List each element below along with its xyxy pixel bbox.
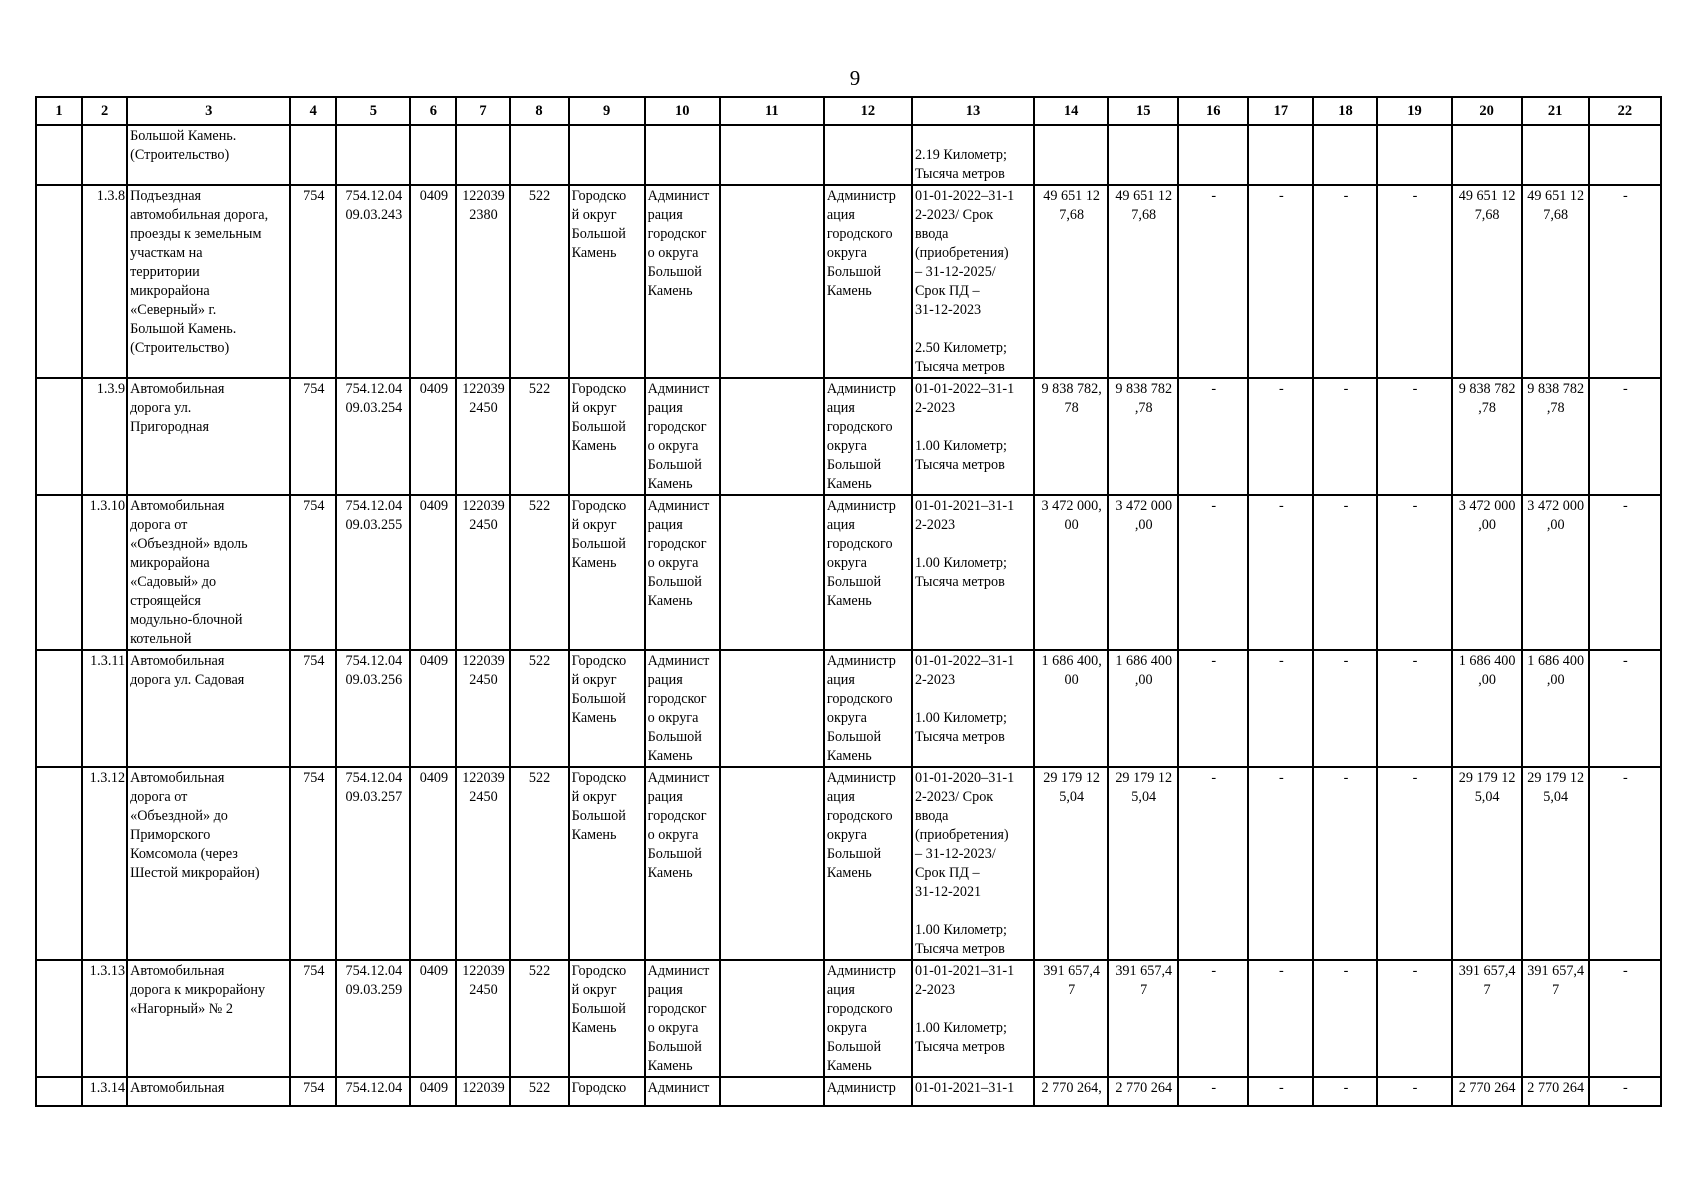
table-cell-col-10 <box>645 125 720 185</box>
table-cell-col-12: Администр ация городского округа Большой Камень <box>824 960 912 1077</box>
table-cell-col-18: - <box>1313 960 1377 1077</box>
table-cell-col-17: - <box>1248 1077 1313 1106</box>
table-cell-col-16: - <box>1178 1077 1248 1106</box>
table-cell-col-15: 1 686 400 ,00 <box>1108 650 1178 767</box>
table-cell-col-4: 754 <box>290 960 336 1077</box>
table-cell-col-20: 29 179 12 5,04 <box>1452 767 1522 960</box>
table-cell-col-19: - <box>1377 650 1451 767</box>
column-header-8: 8 <box>510 97 569 125</box>
table-cell-col-1 <box>36 495 82 650</box>
table-cell-col-9: Городско й округ Большой Камень <box>569 767 645 960</box>
budget-table <box>35 96 1662 1107</box>
column-header-11: 11 <box>720 97 824 125</box>
table-cell-col-7: 122039 2450 <box>456 767 509 960</box>
table-cell-col-20: 3 472 000 ,00 <box>1452 495 1522 650</box>
table-cell-col-18: - <box>1313 1077 1377 1106</box>
table-cell-col-4: 754 <box>290 1077 336 1106</box>
table-cell-col-4: 754 <box>290 378 336 495</box>
table-cell-col-6 <box>410 125 456 185</box>
column-header-15: 15 <box>1108 97 1178 125</box>
table-cell-col-10: Админист рация городског о округа Большой Камень <box>645 185 720 378</box>
table-cell-col-3: Автомобильная дорога ул. Пригородная <box>127 378 290 495</box>
table-cell-col-13: 2.19 Километр; Тысяча метров <box>912 125 1034 185</box>
column-header-17: 17 <box>1248 97 1313 125</box>
table-cell-col-3: Автомобильная <box>127 1077 290 1106</box>
table-cell-col-12: Администр ация городского округа Большой Камень <box>824 767 912 960</box>
table-row <box>36 767 1661 960</box>
table-cell-col-15: 391 657,4 7 <box>1108 960 1178 1077</box>
table-cell-col-11 <box>720 495 824 650</box>
table-cell-col-18: - <box>1313 495 1377 650</box>
table-cell-col-20: 391 657,4 7 <box>1452 960 1522 1077</box>
table-cell-col-5 <box>336 125 410 185</box>
table-cell-col-7: 122039 2450 <box>456 378 509 495</box>
column-header-7: 7 <box>456 97 509 125</box>
table-cell-col-5: 754.12.04 09.03.257 <box>336 767 410 960</box>
table-cell-col-11 <box>720 960 824 1077</box>
table-cell-col-8: 522 <box>510 1077 569 1106</box>
table-cell-col-22: - <box>1589 185 1661 378</box>
table-cell-col-7: 122039 2450 <box>456 650 509 767</box>
table-cell-col-16 <box>1178 125 1248 185</box>
table-cell-col-20: 49 651 12 7,68 <box>1452 185 1522 378</box>
table-cell-col-13: 01-01-2022–31-1 2-2023/ Срок ввода (приобретения) – 31-12-2025/ Срок ПД – 31-12-2023 2.50 Километр; Тысяча метров <box>912 185 1034 378</box>
table-cell-col-8: 522 <box>510 495 569 650</box>
table-cell-col-3: Большой Камень. (Строительство) <box>127 125 290 185</box>
table-cell-col-16: - <box>1178 960 1248 1077</box>
table-cell-col-11 <box>720 767 824 960</box>
table-cell-col-4: 754 <box>290 767 336 960</box>
table-cell-col-15: 2 770 264 <box>1108 1077 1178 1106</box>
page-number: 9 <box>849 66 861 90</box>
table-cell-col-6: 0409 <box>410 185 456 378</box>
table-cell-col-1 <box>36 650 82 767</box>
table-cell-col-6: 0409 <box>410 650 456 767</box>
table-cell-col-22: - <box>1589 767 1661 960</box>
table-cell-col-8: 522 <box>510 378 569 495</box>
column-header-4: 4 <box>290 97 336 125</box>
table-cell-col-20 <box>1452 125 1522 185</box>
table-cell-col-10: Админист рация городског о округа Большой Камень <box>645 650 720 767</box>
table-cell-col-2: 1.3.13 <box>82 960 127 1077</box>
table-row <box>36 960 1661 1077</box>
table-cell-col-19: - <box>1377 767 1451 960</box>
table-cell-col-20: 1 686 400 ,00 <box>1452 650 1522 767</box>
table-cell-col-8: 522 <box>510 185 569 378</box>
table-cell-col-12: Администр ация городского округа Большой Камень <box>824 378 912 495</box>
table-cell-col-5: 754.12.04 <box>336 1077 410 1106</box>
table-cell-col-6: 0409 <box>410 495 456 650</box>
table-cell-col-11 <box>720 1077 824 1106</box>
table-cell-col-14: 1 686 400, 00 <box>1034 650 1108 767</box>
table-cell-col-11 <box>720 378 824 495</box>
table-cell-col-15: 49 651 12 7,68 <box>1108 185 1178 378</box>
table-cell-col-10: Админист рация городског о округа Большой Камень <box>645 767 720 960</box>
table-cell-col-22: - <box>1589 960 1661 1077</box>
table-cell-col-18 <box>1313 125 1377 185</box>
table-cell-col-8: 522 <box>510 767 569 960</box>
table-cell-col-3: Автомобильная дорога от «Объездной» вдоль микрорайона «Садовый» до строящейся модульно-блочной котельной <box>127 495 290 650</box>
table-cell-col-4: 754 <box>290 650 336 767</box>
table-cell-col-18: - <box>1313 378 1377 495</box>
table-cell-col-17: - <box>1248 495 1313 650</box>
column-header-22: 22 <box>1589 97 1661 125</box>
table-cell-col-12: Администр ация городского округа Большой Камень <box>824 495 912 650</box>
table-cell-col-21: 9 838 782 ,78 <box>1522 378 1589 495</box>
column-header-1: 1 <box>36 97 82 125</box>
table-cell-col-18: - <box>1313 767 1377 960</box>
table-cell-col-8: 522 <box>510 650 569 767</box>
table-cell-col-13: 01-01-2020–31-1 2-2023/ Срок ввода (приобретения) – 31-12-2023/ Срок ПД – 31-12-2021 1.00 Километр; Тысяча метров <box>912 767 1034 960</box>
table-cell-col-17: - <box>1248 185 1313 378</box>
table-cell-col-14 <box>1034 125 1108 185</box>
table-cell-col-5: 754.12.04 09.03.259 <box>336 960 410 1077</box>
table-cell-col-13: 01-01-2022–31-1 2-2023 1.00 Километр; Тысяча метров <box>912 650 1034 767</box>
table-cell-col-20: 2 770 264 <box>1452 1077 1522 1106</box>
column-header-9: 9 <box>569 97 645 125</box>
table-row <box>36 185 1661 378</box>
table-cell-col-6: 0409 <box>410 960 456 1077</box>
table-cell-col-19: - <box>1377 960 1451 1077</box>
table-cell-col-9: Городско й округ Большой Камень <box>569 960 645 1077</box>
table-cell-col-10: Админист рация городског о округа Большой Камень <box>645 378 720 495</box>
table-cell-col-16: - <box>1178 378 1248 495</box>
table-cell-col-5: 754.12.04 09.03.254 <box>336 378 410 495</box>
table-cell-col-17 <box>1248 125 1313 185</box>
table-cell-col-10: Админист рация городског о округа Большой Камень <box>645 495 720 650</box>
table-row <box>36 125 1661 185</box>
column-header-13: 13 <box>912 97 1034 125</box>
table-cell-col-16: - <box>1178 650 1248 767</box>
table-cell-col-22: - <box>1589 650 1661 767</box>
table-cell-col-15: 3 472 000 ,00 <box>1108 495 1178 650</box>
table-cell-col-4: 754 <box>290 185 336 378</box>
column-header-18: 18 <box>1313 97 1377 125</box>
table-cell-col-17: - <box>1248 767 1313 960</box>
table-cell-col-19: - <box>1377 1077 1451 1106</box>
table-cell-col-19 <box>1377 125 1451 185</box>
table-cell-col-2: 1.3.11 <box>82 650 127 767</box>
table-cell-col-7 <box>456 125 509 185</box>
table-cell-col-7: 122039 2450 <box>456 960 509 1077</box>
table-cell-col-11 <box>720 125 824 185</box>
column-header-21: 21 <box>1522 97 1589 125</box>
table-cell-col-21: 29 179 12 5,04 <box>1522 767 1589 960</box>
table-cell-col-2 <box>82 125 127 185</box>
table-cell-col-3: Подъездная автомобильная дорога, проезды к земельным участкам на территории микрорайона «Северный» г. Большой Камень. (Строительство) <box>127 185 290 378</box>
table-cell-col-13: 01-01-2021–31-1 <box>912 1077 1034 1106</box>
table-cell-col-18: - <box>1313 650 1377 767</box>
table-cell-col-16: - <box>1178 495 1248 650</box>
table-row <box>36 1077 1661 1106</box>
table-cell-col-22: - <box>1589 495 1661 650</box>
column-header-6: 6 <box>410 97 456 125</box>
table-cell-col-1 <box>36 1077 82 1106</box>
table-cell-col-3: Автомобильная дорога от «Объездной» до Приморского Комсомола (через Шестой микрорайон) <box>127 767 290 960</box>
table-cell-col-4 <box>290 125 336 185</box>
column-header-5: 5 <box>336 97 410 125</box>
column-header-12: 12 <box>824 97 912 125</box>
table-cell-col-5: 754.12.04 09.03.243 <box>336 185 410 378</box>
table-cell-col-9: Городско <box>569 1077 645 1106</box>
table-cell-col-7: 122039 2450 <box>456 495 509 650</box>
table-row <box>36 650 1661 767</box>
table-cell-col-2: 1.3.10 <box>82 495 127 650</box>
table-cell-col-19: - <box>1377 495 1451 650</box>
table-cell-col-15: 29 179 12 5,04 <box>1108 767 1178 960</box>
table-cell-col-16: - <box>1178 767 1248 960</box>
table-cell-col-17: - <box>1248 650 1313 767</box>
table-cell-col-12: Администр ация городского округа Большой Камень <box>824 185 912 378</box>
table-cell-col-6: 0409 <box>410 1077 456 1106</box>
table-cell-col-14: 391 657,4 7 <box>1034 960 1108 1077</box>
table-cell-col-9: Городско й округ Большой Камень <box>569 185 645 378</box>
table-cell-col-9: Городско й округ Большой Камень <box>569 495 645 650</box>
table-cell-col-21: 1 686 400 ,00 <box>1522 650 1589 767</box>
table-cell-col-15 <box>1108 125 1178 185</box>
table-cell-col-9: Городско й округ Большой Камень <box>569 650 645 767</box>
table-cell-col-21 <box>1522 125 1589 185</box>
column-header-14: 14 <box>1034 97 1108 125</box>
table-cell-col-2: 1.3.12 <box>82 767 127 960</box>
table-cell-col-10: Админист рация городског о округа Большой Камень <box>645 960 720 1077</box>
table-cell-col-9: Городско й округ Большой Камень <box>569 378 645 495</box>
table-cell-col-20: 9 838 782 ,78 <box>1452 378 1522 495</box>
table-cell-col-22 <box>1589 125 1661 185</box>
column-header-19: 19 <box>1377 97 1451 125</box>
table-cell-col-10: Админист <box>645 1077 720 1106</box>
table-cell-col-21: 2 770 264 <box>1522 1077 1589 1106</box>
table-row <box>36 495 1661 650</box>
table-cell-col-17: - <box>1248 960 1313 1077</box>
table-cell-col-4: 754 <box>290 495 336 650</box>
table-cell-col-13: 01-01-2021–31-1 2-2023 1.00 Километр; Тысяча метров <box>912 495 1034 650</box>
table-cell-col-16: - <box>1178 185 1248 378</box>
table-cell-col-19: - <box>1377 185 1451 378</box>
column-header-16: 16 <box>1178 97 1248 125</box>
table-cell-col-19: - <box>1377 378 1451 495</box>
table-cell-col-3: Автомобильная дорога ул. Садовая <box>127 650 290 767</box>
table-cell-col-21: 391 657,4 7 <box>1522 960 1589 1077</box>
table-cell-col-1 <box>36 185 82 378</box>
table-cell-col-17: - <box>1248 378 1313 495</box>
table-cell-col-2: 1.3.14 <box>82 1077 127 1106</box>
table-cell-col-8: 522 <box>510 960 569 1077</box>
table-cell-col-15: 9 838 782 ,78 <box>1108 378 1178 495</box>
table-cell-col-1 <box>36 378 82 495</box>
table-cell-col-5: 754.12.04 09.03.255 <box>336 495 410 650</box>
table-cell-col-12 <box>824 125 912 185</box>
header-row <box>36 97 1661 125</box>
table-cell-col-2: 1.3.8 <box>82 185 127 378</box>
column-header-2: 2 <box>82 97 127 125</box>
table-cell-col-14: 49 651 12 7,68 <box>1034 185 1108 378</box>
table-cell-col-11 <box>720 650 824 767</box>
table-cell-col-13: 01-01-2022–31-1 2-2023 1.00 Километр; Тысяча метров <box>912 378 1034 495</box>
table-cell-col-13: 01-01-2021–31-1 2-2023 1.00 Километр; Тысяча метров <box>912 960 1034 1077</box>
table-cell-col-12: Администр <box>824 1077 912 1106</box>
table-cell-col-3: Автомобильная дорога к микрорайону «Нагорный» № 2 <box>127 960 290 1077</box>
table-cell-col-14: 3 472 000, 00 <box>1034 495 1108 650</box>
table-cell-col-9 <box>569 125 645 185</box>
table-cell-col-1 <box>36 767 82 960</box>
table-cell-col-12: Администр ация городского округа Большой Камень <box>824 650 912 767</box>
table-cell-col-7: 122039 <box>456 1077 509 1106</box>
table-cell-col-5: 754.12.04 09.03.256 <box>336 650 410 767</box>
table-cell-col-1 <box>36 960 82 1077</box>
table-cell-col-14: 9 838 782, 78 <box>1034 378 1108 495</box>
table-cell-col-11 <box>720 185 824 378</box>
table-row <box>36 378 1661 495</box>
table-cell-col-22: - <box>1589 1077 1661 1106</box>
table-cell-col-22: - <box>1589 378 1661 495</box>
table-cell-col-6: 0409 <box>410 767 456 960</box>
table-cell-col-7: 122039 2380 <box>456 185 509 378</box>
table-cell-col-21: 49 651 12 7,68 <box>1522 185 1589 378</box>
table-cell-col-21: 3 472 000 ,00 <box>1522 495 1589 650</box>
table-cell-col-2: 1.3.9 <box>82 378 127 495</box>
table-cell-col-6: 0409 <box>410 378 456 495</box>
table-cell-col-14: 29 179 12 5,04 <box>1034 767 1108 960</box>
table-cell-col-8 <box>510 125 569 185</box>
table-cell-col-1 <box>36 125 82 185</box>
column-header-20: 20 <box>1452 97 1522 125</box>
column-header-3: 3 <box>127 97 290 125</box>
table-cell-col-18: - <box>1313 185 1377 378</box>
column-header-10: 10 <box>645 97 720 125</box>
table-cell-col-14: 2 770 264, <box>1034 1077 1108 1106</box>
